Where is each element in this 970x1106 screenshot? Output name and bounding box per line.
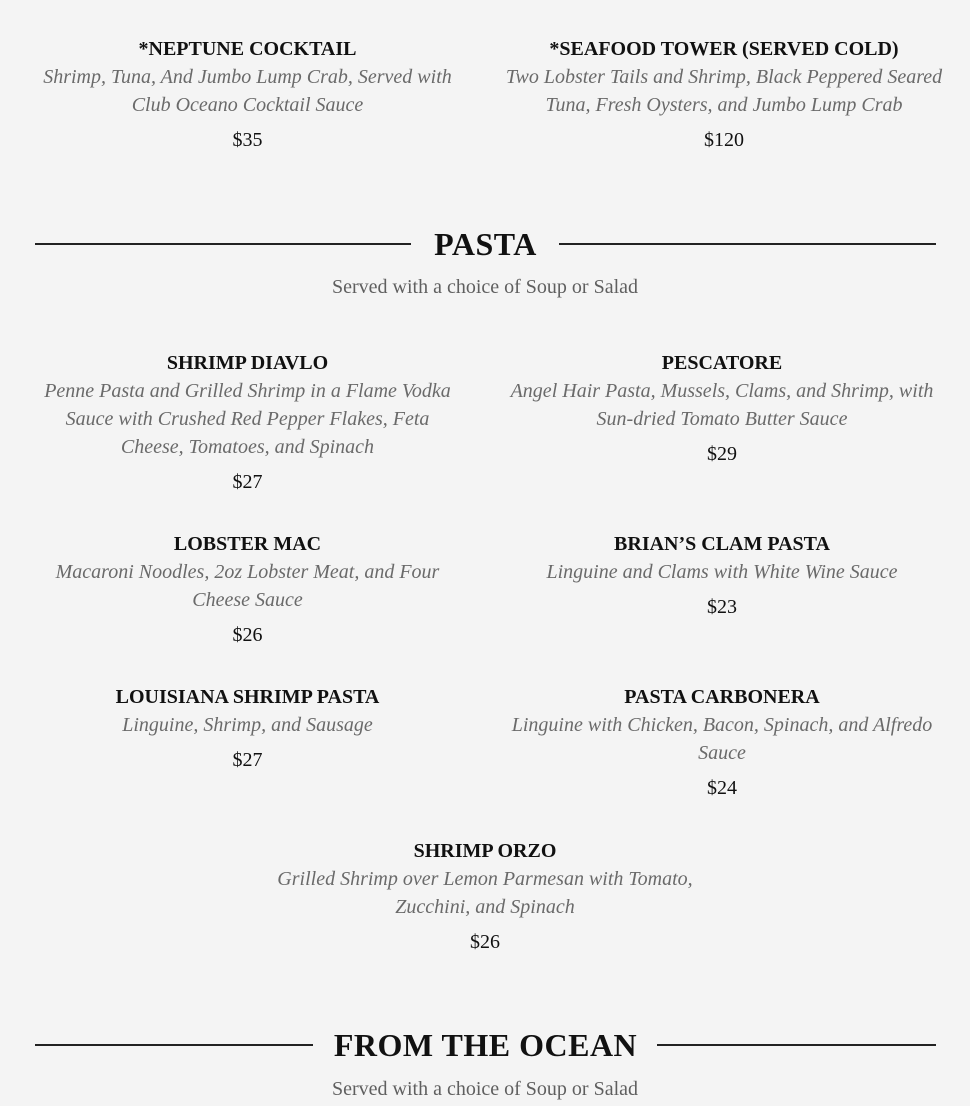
section-title: FROM THE OCEAN (333, 1027, 638, 1063)
section-title: PASTA (434, 226, 537, 262)
menu-item-shrimp-diavlo (35, 350, 460, 495)
item-price: $27 (232, 749, 263, 771)
menu-item-shrimp-orzo (265, 838, 705, 955)
menu-item-neptune-cocktail (35, 36, 460, 153)
divider-right (657, 1044, 936, 1046)
menu-item-lobster-mac (35, 531, 460, 648)
item-name: SHRIMP ORZO (413, 840, 557, 862)
item-price: $29 (707, 443, 737, 465)
menu-item-pasta-carbonera (505, 684, 939, 801)
item-description: Linguine and Clams with White Wine Sauce (546, 561, 898, 583)
item-name: *NEPTUNE COCKTAIL (138, 38, 357, 60)
menu-item-seafood-tower (505, 36, 943, 153)
item-name: SHRIMP DIAVLO (166, 352, 329, 374)
menu-item-pescatore (505, 350, 939, 467)
section-subtitle: Served with a choice of Soup or Salad (331, 276, 639, 298)
item-price: $27 (232, 471, 263, 493)
item-description: Linguine with Chicken, Bacon, Spinach, and Alfredo Sauce (511, 714, 933, 764)
item-price: $26 (470, 931, 500, 953)
item-description: Two Lobster Tails and Shrimp, Black Peppered Seared Tuna, Fresh Oysters, and Jumbo Lump Crab (505, 66, 943, 116)
item-description: Angel Hair Pasta, Mussels, Clams, and Shrimp, with Sun-dried Tomato Butter Sauce (510, 380, 934, 430)
section-header-from-the-ocean (35, 1023, 936, 1067)
section-header-pasta (35, 222, 936, 266)
item-name: LOBSTER MAC (173, 533, 322, 555)
menu-item-louisiana-shrimp-pasta (35, 684, 460, 773)
section-subtitle: Served with a choice of Soup or Salad (331, 1078, 639, 1100)
item-name: *SEAFOOD TOWER (SERVED COLD) (549, 38, 899, 60)
item-price: $35 (232, 129, 263, 151)
item-price: $26 (232, 624, 263, 646)
item-price: $23 (707, 596, 737, 618)
divider-right (559, 243, 936, 245)
item-description: Linguine, Shrimp, and Sausage (122, 714, 373, 736)
item-name: PESCATORE (661, 352, 783, 374)
item-name: PASTA CARBONERA (624, 686, 820, 708)
item-name: LOUISIANA SHRIMP PASTA (115, 686, 380, 708)
item-description: Macaroni Noodles, 2oz Lobster Meat, and Four Cheese Sauce (55, 561, 440, 611)
item-price: $120 (704, 129, 744, 151)
item-name: BRIAN’S CLAM PASTA (614, 533, 830, 555)
item-description: Penne Pasta and Grilled Shrimp in a Flame Vodka Sauce with Crushed Red Pepper Flakes, Feta Cheese, Tomatoes, and Spinach (44, 380, 451, 458)
menu-item-brians-clam-pasta (505, 531, 939, 620)
item-description: Shrimp, Tuna, And Jumbo Lump Crab, Served with Club Oceano Cocktail Sauce (43, 66, 452, 116)
item-price: $24 (707, 777, 737, 799)
item-description: Grilled Shrimp over Lemon Parmesan with Tomato, Zucchini, and Spinach (277, 868, 693, 918)
